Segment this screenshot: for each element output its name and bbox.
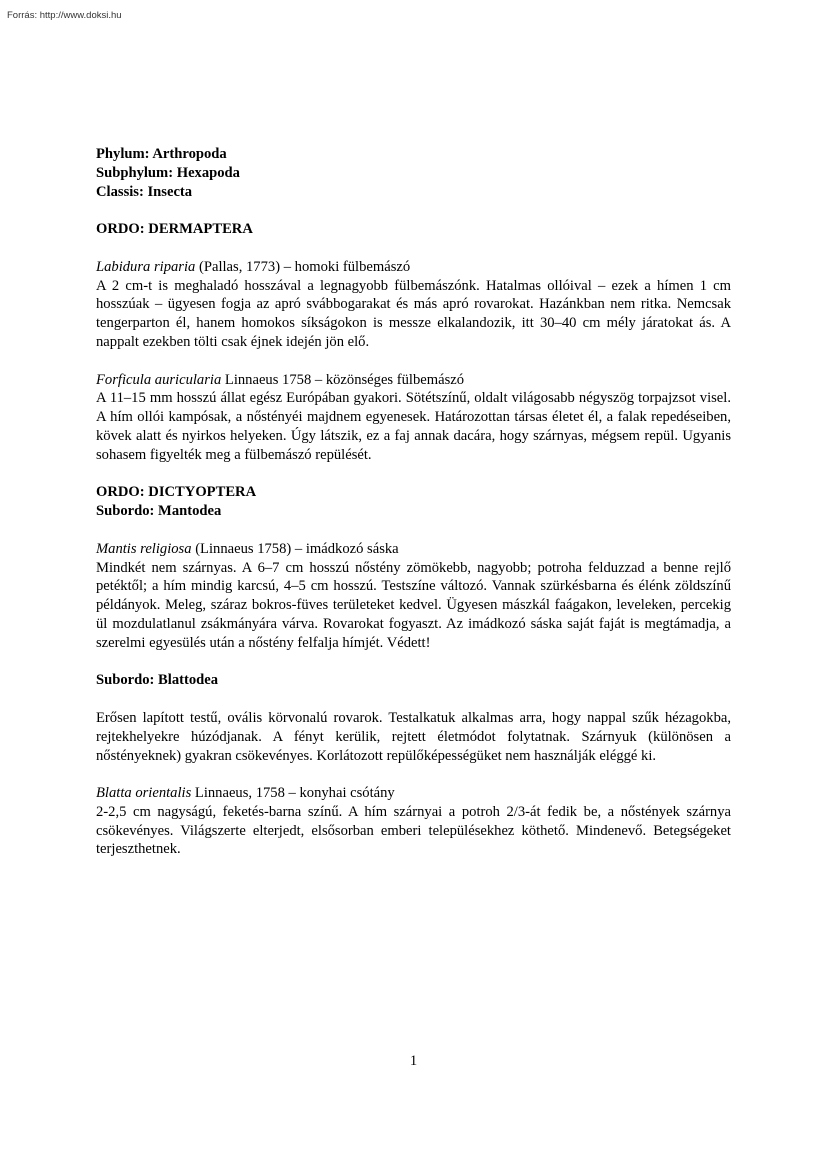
source-header: Forrás: http://www.doksi.hu xyxy=(7,10,122,21)
species-name: Mantis religiosa xyxy=(96,540,192,557)
subordo-blattodea-heading: Subordo: Blattodea xyxy=(96,672,219,689)
species-author: (Linnaeus 1758) – imádkozó sáska xyxy=(191,540,399,557)
species-description: Mindkét nem szárnyas. A 6–7 cm hosszú nőstény zömökebb, nagyobb; potroha felduzzad a benne rejlő petéktől; a hím mindig karcsú, 4–5 cm hosszú. Testszíne változó. Vannak szürkésbarna és élénk zöldszínű példányok. Meleg, száraz bokros-füves területeket kedvel. Ügyesen mászkál faágakon, leveleken, percekig ül mozdulatlanul zsákmányára várva. Rovarokat fogyaszt. Az imádkozó sáska saját faját is megtámadja, a szerelmi egyesülés után a nőstény felfalja hímjét. Védett! xyxy=(96,559,731,651)
species-description: A 11–15 mm hosszú állat egész Európában gyakori. Sötétszínű, oldalt világosabb négyszög torpajzsot visel. A hím ollói kampósak, a nőstényéi majdnem egyenesek. Határozottan társas életet él, a falak repedéseiben, kövek alatt és nyirkos helyeken. Úgy látszik, ez a faj annak dacára, hogy szárnyas, mégsem repül. Ugyanis sohasem figyelték meg a fülbemászó repülését. xyxy=(96,390,731,463)
species-name: Forficula auricularia xyxy=(96,371,222,388)
species-heading xyxy=(96,371,731,390)
subordo-mantodea-heading: Subordo: Mantodea xyxy=(96,503,222,520)
classis-heading: Classis: Insecta xyxy=(96,183,193,200)
species-description: 2-2,5 cm nagyságú, feketés-barna színű. A hím szárnyai a potroh 2/3-át fedik be, a nőstények szárnya csökevényes. Világszerte elterjedt, elsősorban emberi településekhez köthető. Mindenevő. Betegségeket terjeszthetnek. xyxy=(96,803,731,858)
page-number: 1 xyxy=(409,1053,418,1069)
species-description: A 2 cm-t is meghaladó hosszával a legnagyobb fülbemászónk. Hatalmas ollóival – ezek a hímen 1 cm hosszúak – ügyesen fogja az apró svábbogarakat és más apró rovarokat. Hazánkban nem ritka. Nemcsak tengerparton él, hanem homokos síkságokon is messze elkalandozik, itt 30–40 cm mély járatokat ás. A nappalt ezekben tölti csak éjnek idején jön elő. xyxy=(96,277,731,350)
phylum-heading: Phylum: Arthropoda xyxy=(96,146,227,162)
subphylum-heading: Subphylum: Hexapoda xyxy=(96,164,240,181)
species-heading xyxy=(96,258,731,277)
species-author: (Pallas, 1773) – homoki fülbemászó xyxy=(195,258,411,275)
ordo-dermaptera-heading: ORDO: DERMAPTERA xyxy=(96,221,253,238)
species-name: Labidura riparia xyxy=(96,258,196,275)
species-heading xyxy=(96,540,731,559)
document-body xyxy=(96,145,731,859)
subordo-description: Erősen lapított testű, ovális körvonalú rovarok. Testalkatuk alkalmas arra, hogy nappal szűk hézagokba, rejtekhelyekre húzódjanak. A fényt kerülik, rejtett életmódot folytatnak. Szárnyuk (különösen a nőstényeknek) gyakran csökevényes. Korlátozott repülőképességüket nem használják eléggé ki. xyxy=(96,709,731,764)
species-name: Blatta orientalis xyxy=(96,785,192,802)
species-heading xyxy=(96,784,731,803)
species-author: Linnaeus, 1758 – konyhai csótány xyxy=(191,785,395,802)
ordo-dictyoptera-heading: ORDO: DICTYOPTERA xyxy=(96,484,257,501)
species-author: Linnaeus 1758 – közönséges fülbemászó xyxy=(221,371,465,388)
